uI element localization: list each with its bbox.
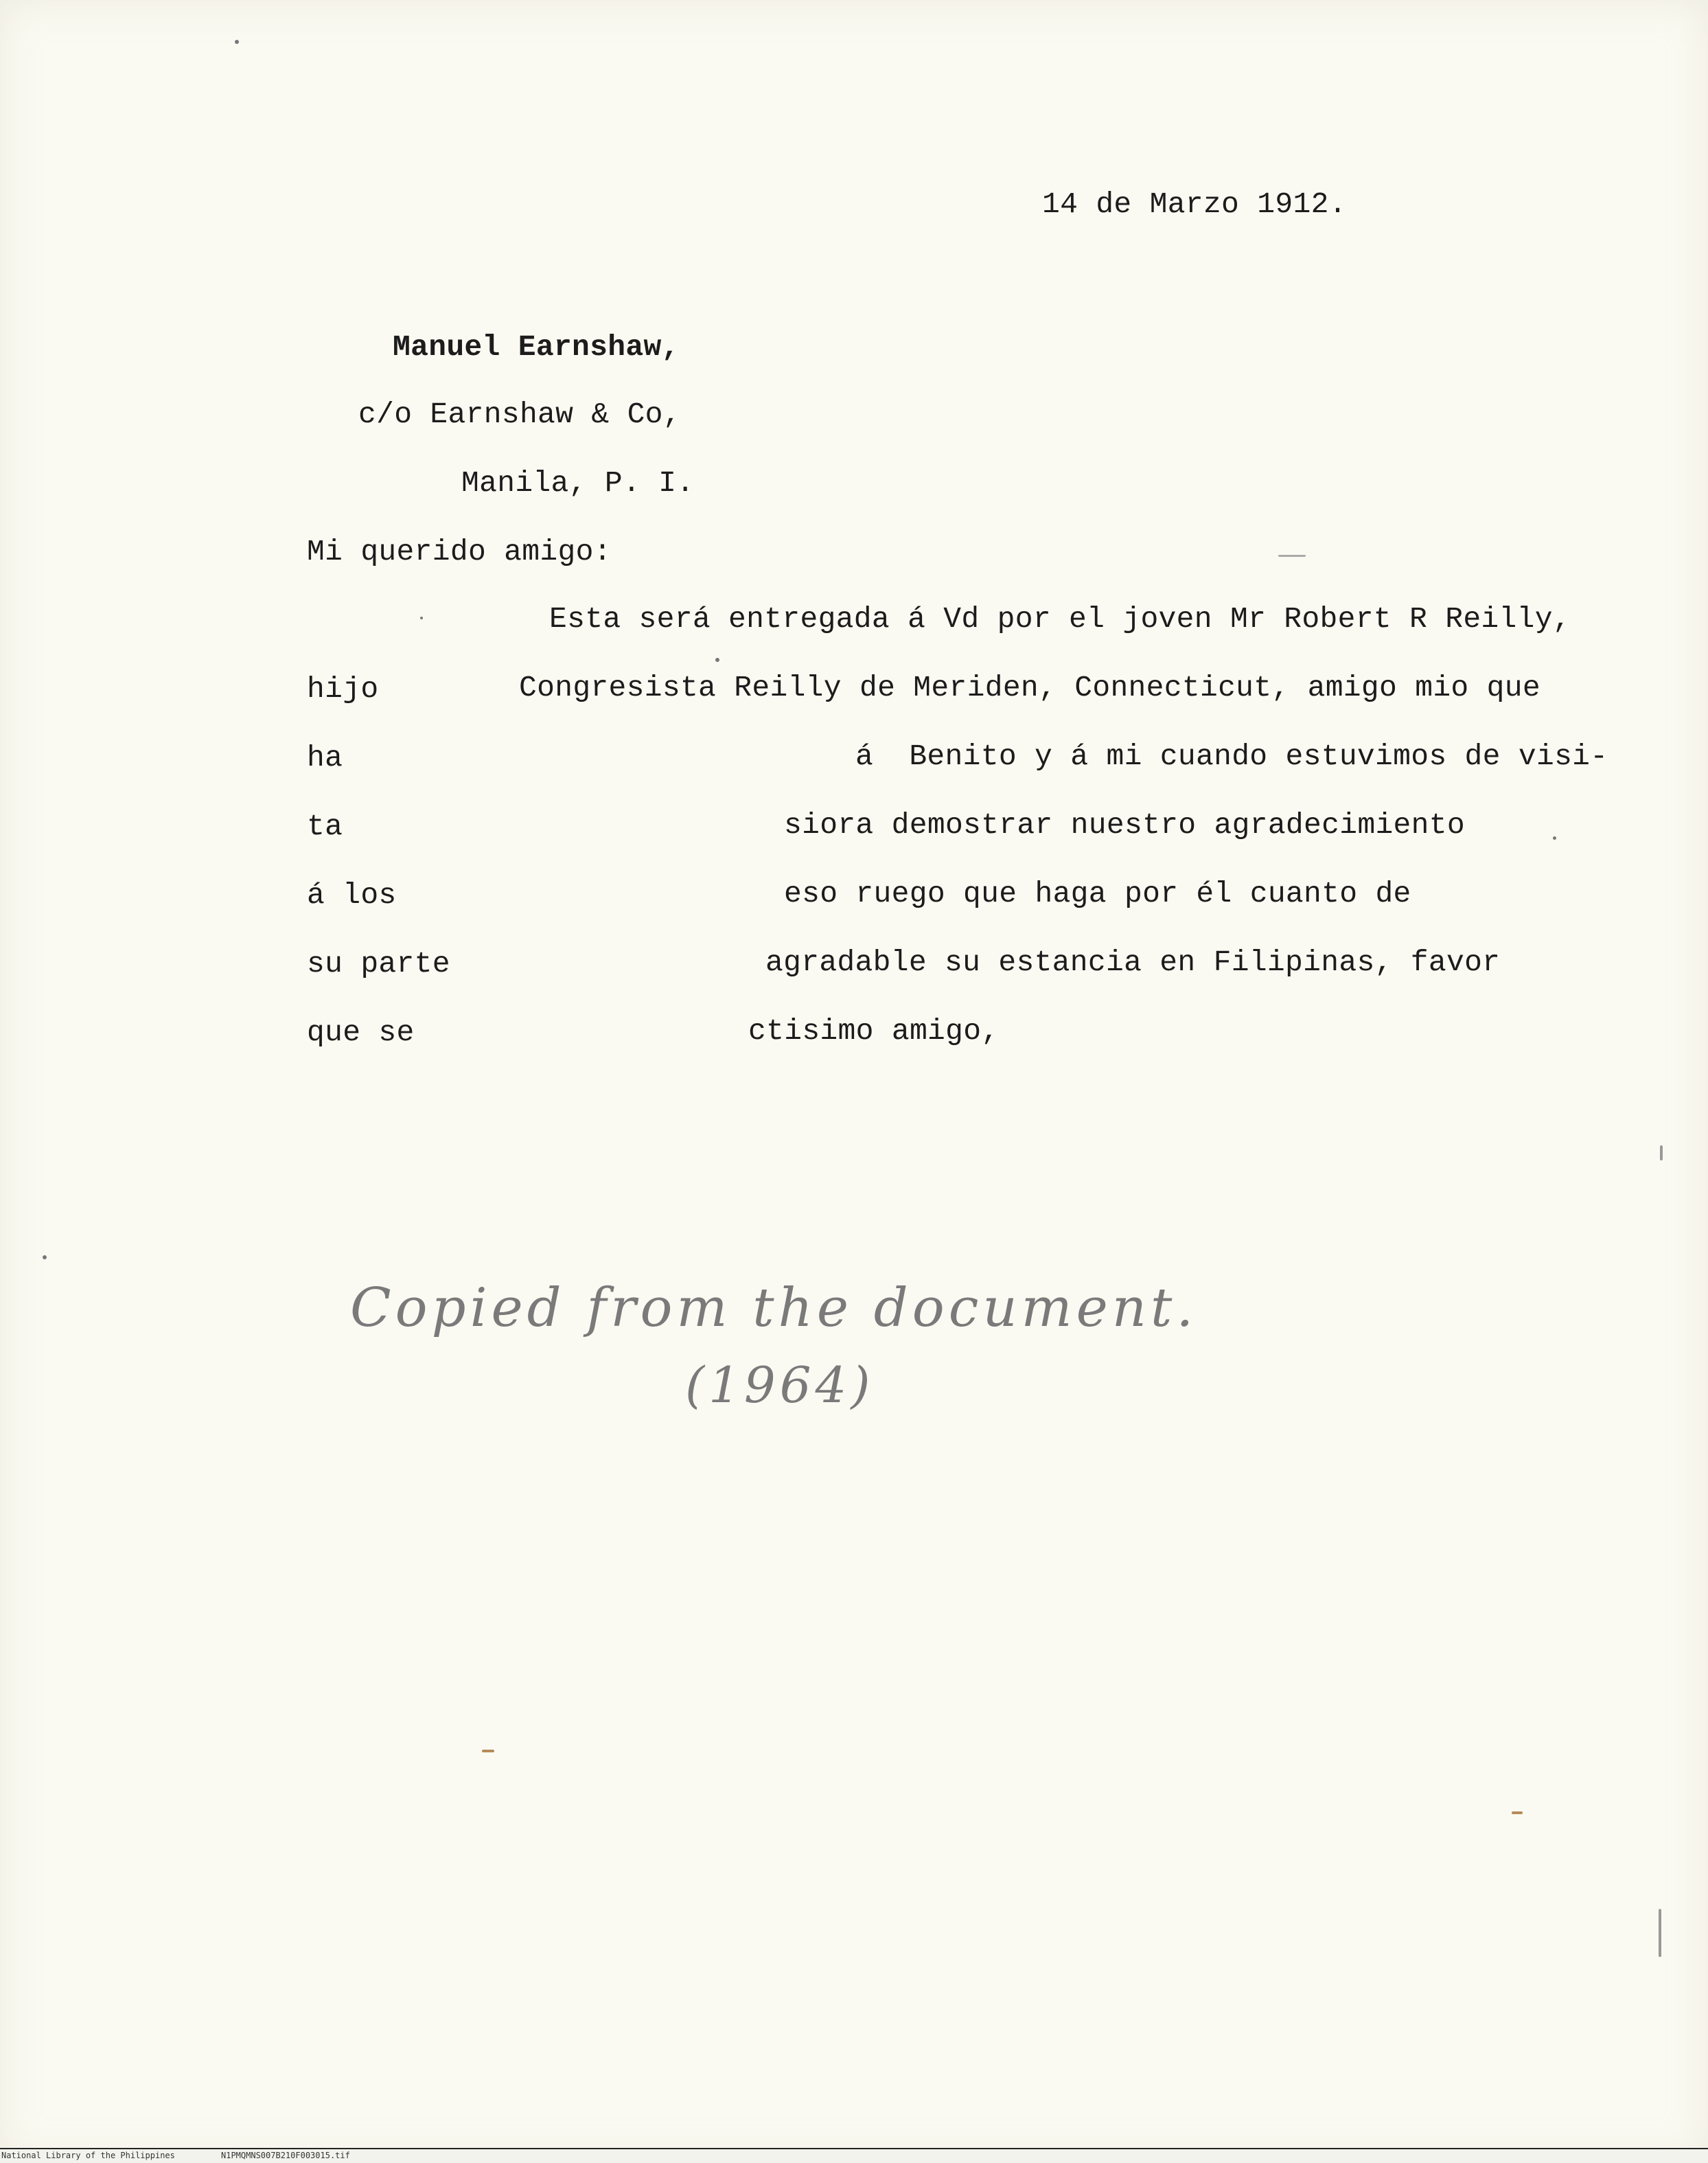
body-line-5: eso ruego que haga por él cuanto de xyxy=(784,877,1411,911)
file-id: N1PMQMNS007B210F003015.tif xyxy=(221,2151,350,2160)
paper-speck xyxy=(43,1255,47,1259)
recipient-name: Manuel Earnshaw, xyxy=(393,330,680,364)
paper-speck xyxy=(235,40,239,44)
paper-speck xyxy=(482,1750,494,1752)
recipient-city: Manila, P. I. xyxy=(461,466,695,500)
handwritten-note-line-2: (1964) xyxy=(685,1356,875,1414)
paper-speck xyxy=(715,658,719,662)
margin-fragment-5: su parte xyxy=(307,947,450,981)
body-line-7: ctisimo amigo, xyxy=(748,1014,1000,1048)
margin-fragment-4: á los xyxy=(307,878,397,912)
salutation: Mi querido amigo: xyxy=(307,535,612,569)
library-credit: National Library of the Philippines xyxy=(1,2151,175,2160)
body-line-6: agradable su estancia en Filipinas, favor xyxy=(765,946,1501,979)
paper-speck xyxy=(1660,1145,1663,1160)
paper-speck xyxy=(420,617,423,619)
margin-fragment-3: ta xyxy=(307,810,343,843)
paper-speck xyxy=(1553,836,1556,840)
margin-fragment-1: hijo xyxy=(307,672,379,706)
letter-date: 14 de Marzo 1912. xyxy=(1042,187,1347,221)
paper-speck xyxy=(1659,1909,1661,1957)
paper-speck xyxy=(1278,555,1306,557)
body-line-1: Esta será entregada á Vd por el joven Mr Robert R Reilly, xyxy=(549,602,1571,636)
paper-speck xyxy=(1512,1811,1523,1814)
margin-fragment-2: ha xyxy=(307,741,343,775)
margin-fragment-6: que se xyxy=(307,1016,415,1049)
body-line-2: Congresista Reilly de Meriden, Connecticut, amigo mio que xyxy=(519,671,1540,705)
handwritten-note-line-1: Copied from the document. xyxy=(350,1277,1198,1339)
scan-footer xyxy=(0,2148,1708,2163)
body-line-4: siora demostrar nuestro agradecimiento xyxy=(784,808,1465,842)
recipient-care-of: c/o Earnshaw & Co, xyxy=(358,398,681,431)
body-line-3: á Benito y á mi cuando estuvimos de visi- xyxy=(855,740,1608,773)
